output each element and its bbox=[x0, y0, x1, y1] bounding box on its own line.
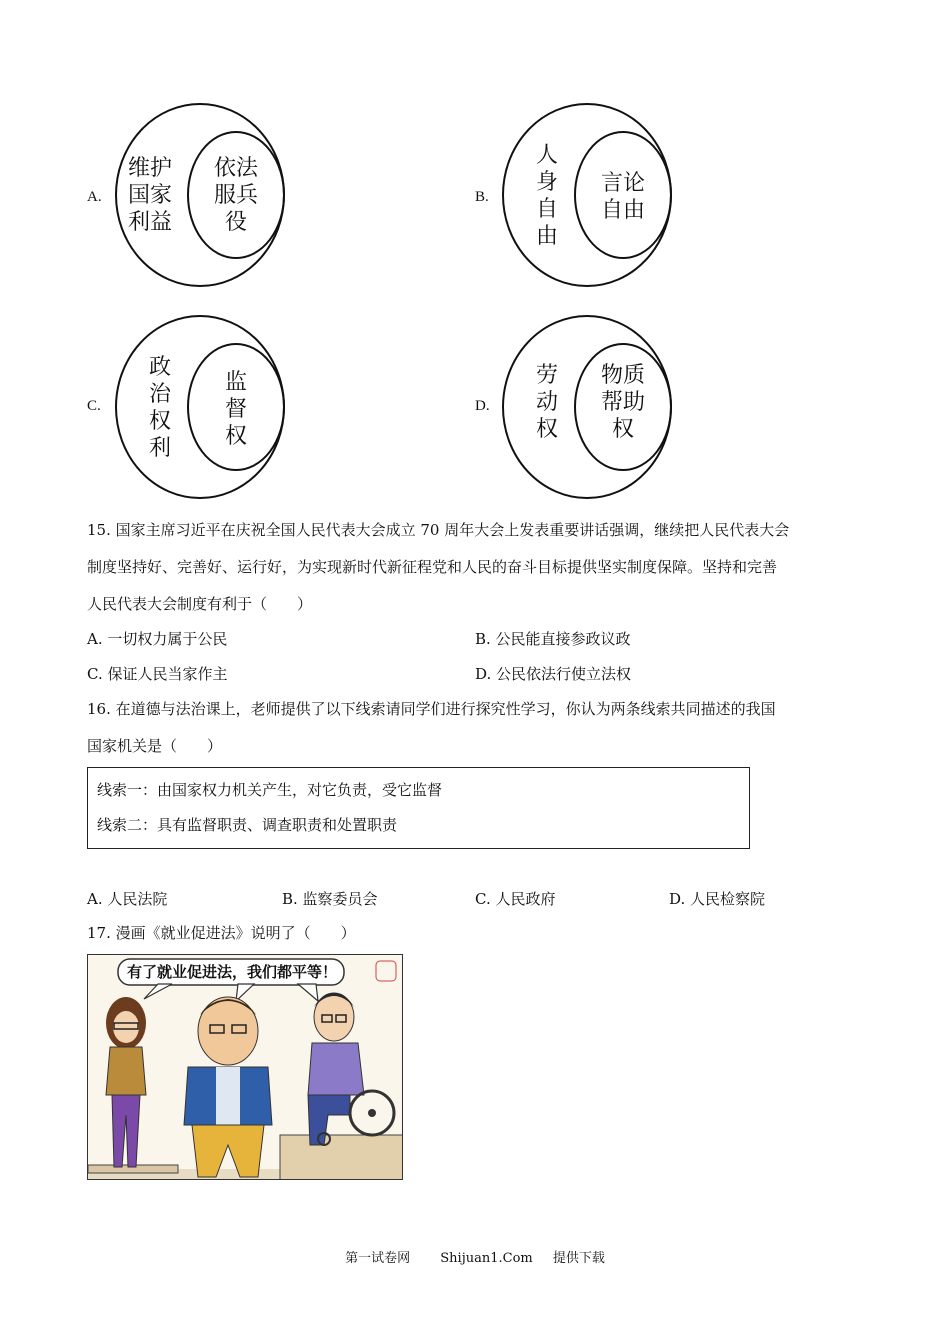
venn-diagram-d bbox=[497, 312, 677, 502]
venn-diagram-a bbox=[110, 100, 290, 290]
q16-choice-d[interactable]: D. 人民检察院 bbox=[669, 890, 766, 908]
q16-choice-b[interactable]: B. 监察委员会 bbox=[282, 890, 378, 908]
q15-choice-a[interactable]: A. 一切权力属于公民 bbox=[87, 630, 228, 648]
q15-stem-line-3: 人民代表大会制度有利于（ ） bbox=[87, 595, 313, 613]
venn-outer-label-a: 维护 国家 利益 bbox=[127, 156, 172, 235]
footer-site: 第一试卷网 bbox=[345, 1251, 411, 1266]
option-letter-a: A. bbox=[87, 189, 102, 205]
q15-stem-line-1: 15. 国家主席习近平在庆祝全国人民代表大会成立 70 周年大会上发表重要讲话强调，继续把人民代表大会 bbox=[87, 521, 790, 539]
page-footer bbox=[0, 1247, 950, 1266]
q16-clue-box bbox=[87, 767, 750, 849]
venn-inner-label-a: 依法 服兵 役 bbox=[213, 156, 258, 235]
q16-clue-1: 线索一：由国家权力机关产生，对它负责，受它监督 bbox=[97, 781, 443, 799]
option-letter-c: C. bbox=[87, 398, 101, 414]
venn-diagram-c bbox=[110, 312, 290, 502]
option-letter-b: B. bbox=[475, 189, 489, 205]
venn-circles-c bbox=[110, 312, 290, 502]
venn-diagram-b bbox=[497, 100, 677, 290]
venn-inner-label-d: 物质 帮助 权 bbox=[600, 363, 645, 442]
q17-stem: 17. 漫画《就业促进法》说明了（ ） bbox=[87, 924, 356, 942]
q15-choice-c[interactable]: C. 保证人民当家作主 bbox=[87, 665, 228, 683]
q16-stem-line-1: 16. 在道德与法治课上，老师提供了以下线索请同学们进行探究性学习，你认为两条线索共同描述的我国 bbox=[87, 700, 776, 718]
q16-stem-line-2: 国家机关是（ ） bbox=[87, 737, 223, 755]
q17-comic bbox=[87, 954, 403, 1180]
q16-choice-c[interactable]: C. 人民政府 bbox=[475, 890, 556, 908]
venn-outer-label-b: 人 身 自 由 bbox=[535, 143, 558, 249]
q16-clue-2: 线索二：具有监督职责、调查职责和处置职责 bbox=[97, 816, 398, 834]
footer-domain[interactable]: Shijuan1.Com bbox=[440, 1251, 533, 1266]
q15-choice-d[interactable]: D. 公民依法行使立法权 bbox=[475, 665, 632, 683]
venn-inner-label-b: 言论 自由 bbox=[600, 171, 645, 223]
option-letter-d: D. bbox=[475, 398, 490, 414]
q15-stem-line-2: 制度坚持好、完善好、运行好，为实现新时代新征程党和人民的奋斗目标提供坚实制度保障。坚持和完善 bbox=[87, 558, 778, 576]
q15-choice-b[interactable]: B. 公民能直接参政议政 bbox=[475, 630, 631, 648]
q16-choice-a[interactable]: A. 人民法院 bbox=[87, 890, 168, 908]
footer-tail: 提供下载 bbox=[552, 1251, 605, 1266]
comic-speech-text: 有了就业促进法，我们都平等！ bbox=[126, 963, 337, 981]
venn-outer-label-d: 劳 动 权 bbox=[535, 363, 558, 442]
comic-illustration bbox=[88, 955, 403, 1180]
venn-inner-label-c: 监 督 权 bbox=[224, 370, 247, 449]
venn-outer-label-c: 政 治 权 利 bbox=[148, 355, 171, 461]
